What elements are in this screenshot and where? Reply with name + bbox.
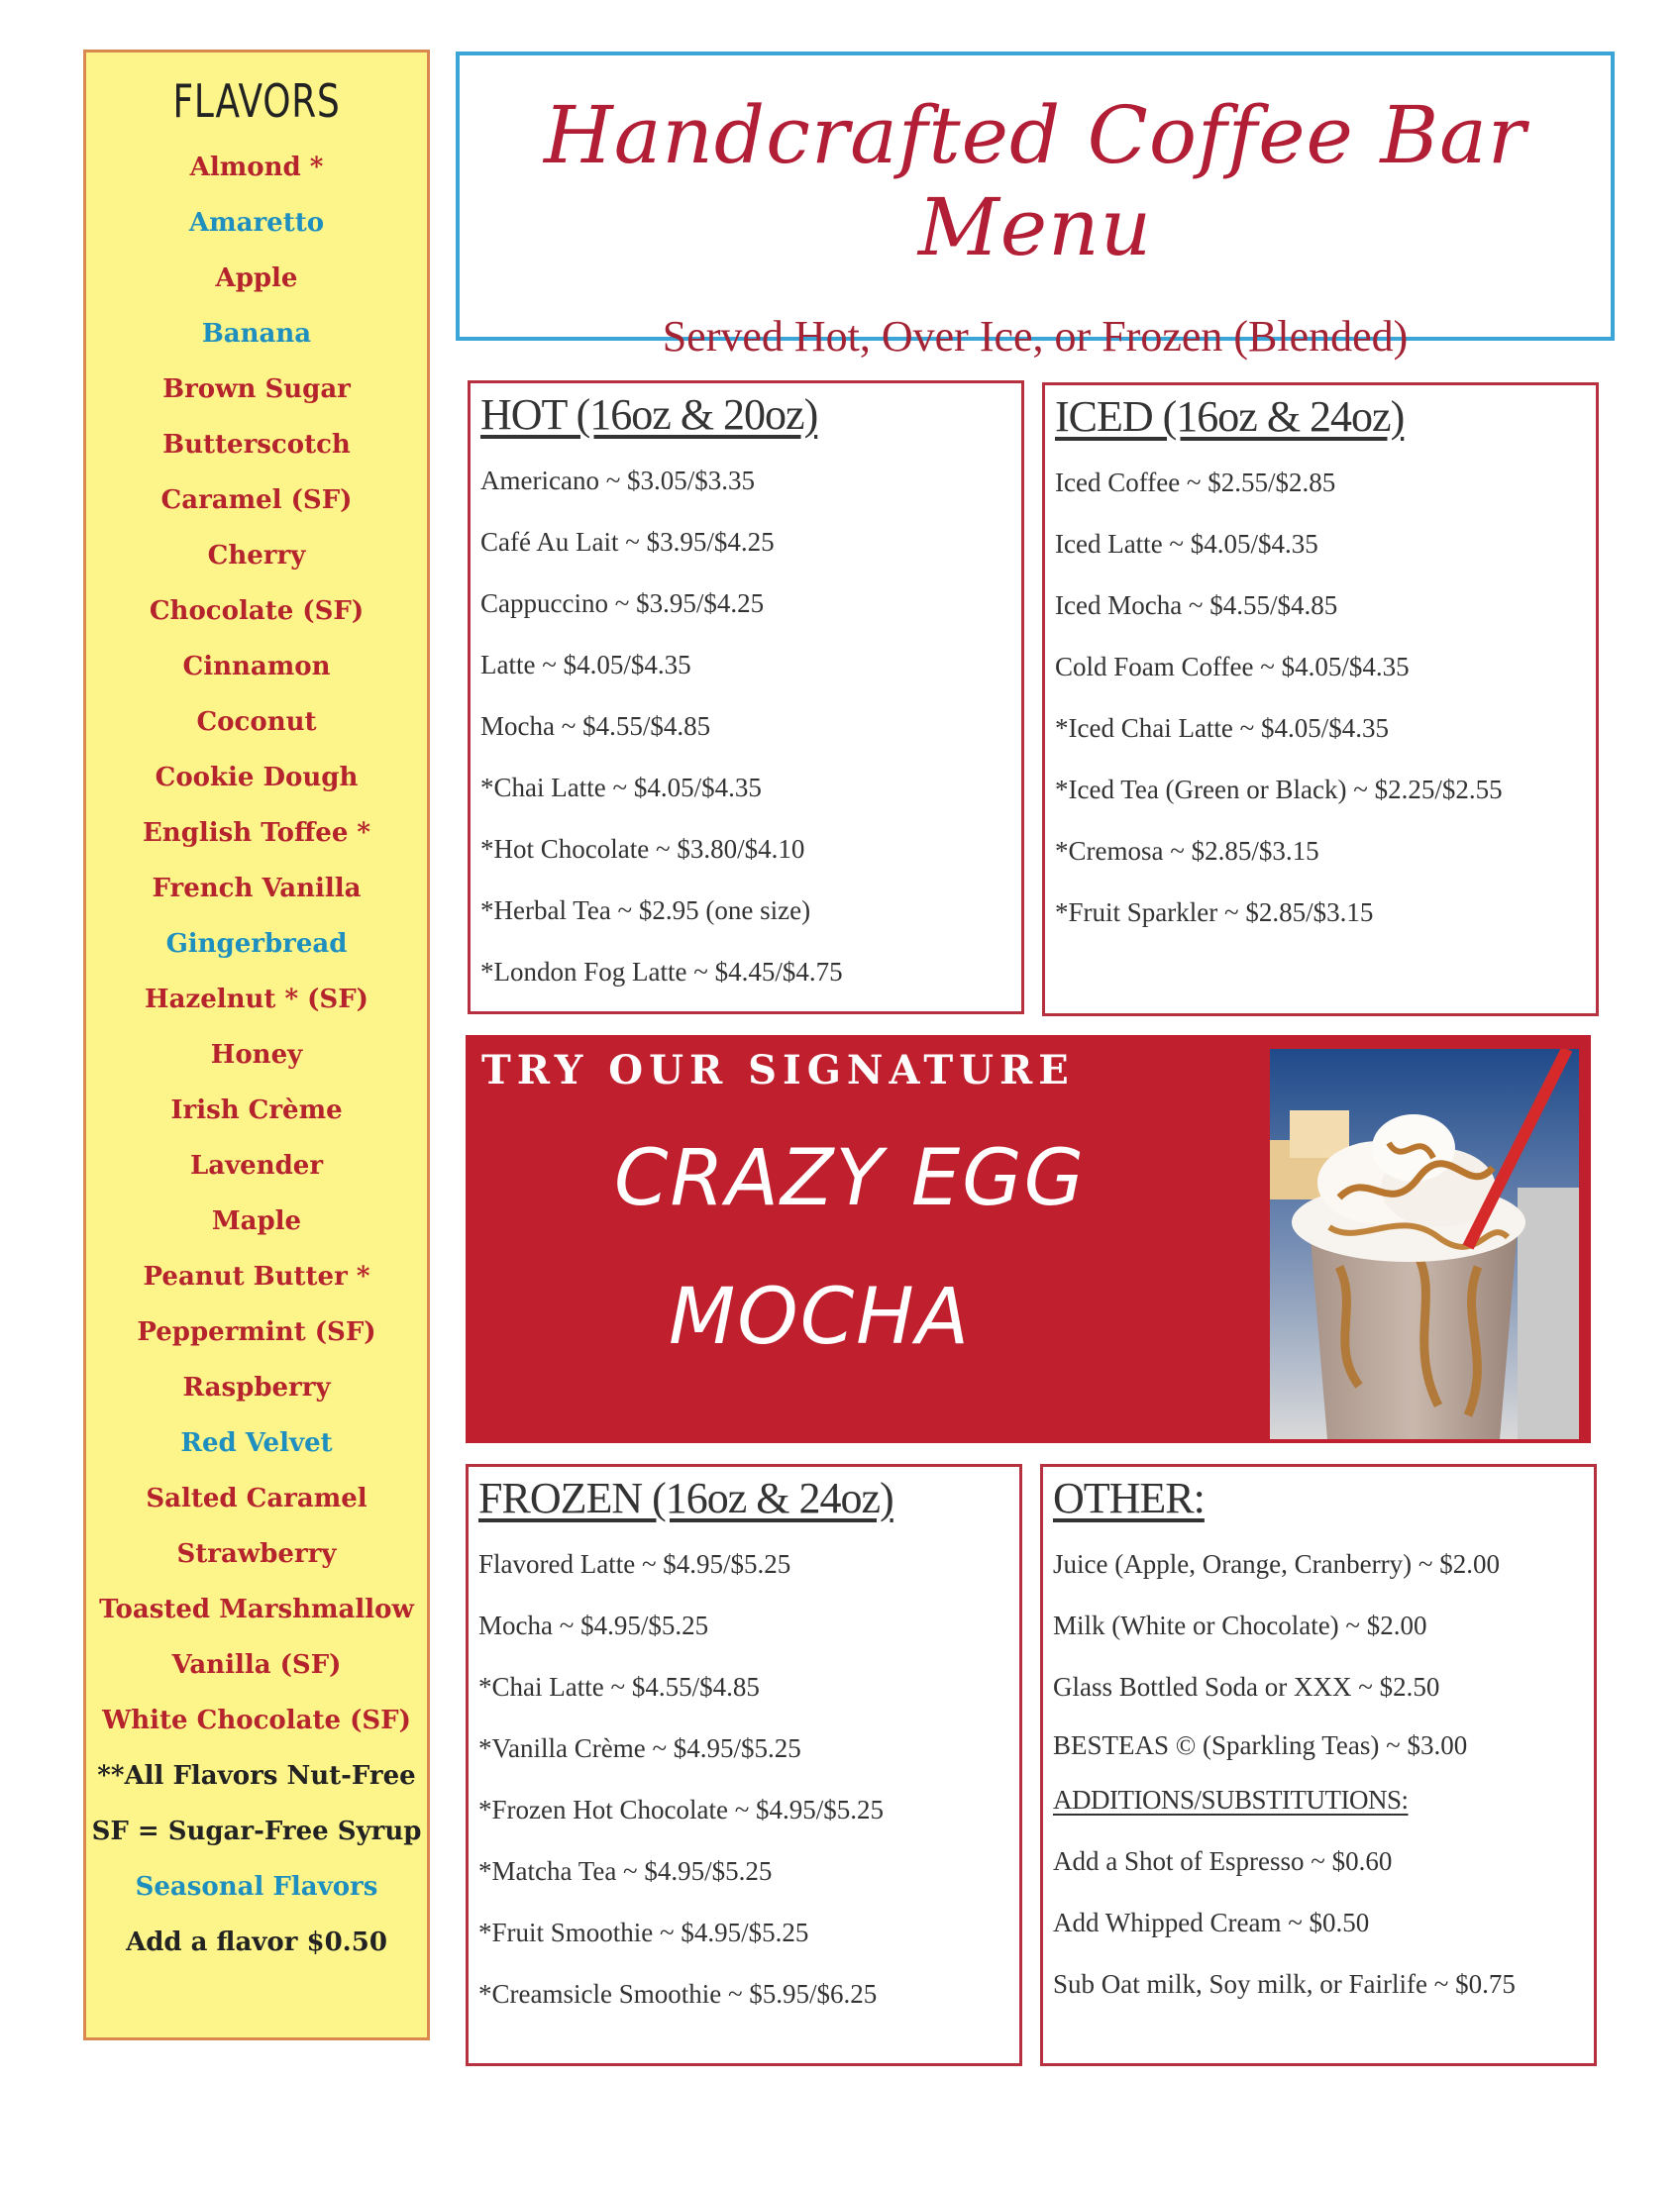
flavor-item: Coconut bbox=[196, 707, 317, 737]
flavors-panel bbox=[83, 50, 430, 2040]
menu-item: *Frozen Hot Chocolate ~ $4.95/$5.25 bbox=[478, 1795, 885, 1824]
hot-items bbox=[471, 450, 1021, 1002]
menu-item: *Hot Chocolate ~ $3.80/$4.10 bbox=[480, 834, 805, 864]
menu-header bbox=[456, 52, 1615, 361]
addition-item: Add a Shot of Espresso ~ $0.60 bbox=[1053, 1846, 1393, 1876]
flavor-list bbox=[86, 140, 427, 1970]
menu-item: Americano ~ $3.05/$3.35 bbox=[480, 466, 756, 495]
menu-item: Café Au Lait ~ $3.95/$4.25 bbox=[480, 527, 775, 557]
flavor-item: French Vanilla bbox=[152, 874, 362, 903]
other-menu-box bbox=[1040, 1464, 1597, 2066]
signature-banner bbox=[466, 1035, 1591, 1443]
menu-item: Juice (Apple, Orange, Cranberry) ~ $2.00 bbox=[1053, 1549, 1500, 1579]
hot-menu-box bbox=[468, 380, 1024, 1014]
menu-item: *Matcha Tea ~ $4.95/$5.25 bbox=[478, 1856, 773, 1886]
menu-item: Milk (White or Chocolate) ~ $2.00 bbox=[1053, 1611, 1427, 1640]
flavor-item: Banana bbox=[201, 319, 312, 349]
flavor-item: Toasted Marshmallow bbox=[99, 1595, 414, 1624]
iced-menu-box bbox=[1042, 382, 1599, 1016]
signature-tagline: TRY OUR SIGNATURE bbox=[481, 1047, 1075, 1094]
menu-item: BESTEAS © (Sparkling Teas) ~ $3.00 bbox=[1053, 1730, 1468, 1760]
flavor-item: Brown Sugar bbox=[162, 374, 351, 404]
flavor-item: Vanilla (SF) bbox=[171, 1650, 342, 1680]
flavor-item: Almond * bbox=[189, 153, 324, 182]
frozen-heading: FROZEN (16oz & 24oz) bbox=[478, 1474, 893, 1522]
menu-item: Iced Latte ~ $4.05/$4.35 bbox=[1055, 529, 1318, 559]
additions-heading: ADDITIONS/SUBSTITUTIONS: bbox=[1053, 1785, 1409, 1815]
menu-item: Glass Bottled Soda or XXX ~ $2.50 bbox=[1053, 1672, 1440, 1702]
other-items bbox=[1043, 1533, 1594, 2015]
flavor-item: Gingerbread bbox=[165, 929, 348, 959]
iced-heading: ICED (16oz & 24oz) bbox=[1055, 392, 1405, 441]
frozen-menu-box bbox=[466, 1464, 1022, 2066]
hot-heading: HOT (16oz & 20oz) bbox=[480, 390, 818, 439]
flavor-item: Amaretto bbox=[188, 208, 325, 238]
menu-item: *Fruit Smoothie ~ $4.95/$5.25 bbox=[478, 1918, 809, 1947]
other-heading: OTHER: bbox=[1053, 1474, 1205, 1522]
flavor-item: Raspberry bbox=[182, 1373, 331, 1403]
signature-drink-name: CRAZY EGG bbox=[614, 1134, 1087, 1223]
flavor-item: Cherry bbox=[207, 541, 306, 571]
iced-items bbox=[1045, 452, 1596, 943]
flavor-item: Apple bbox=[215, 263, 298, 293]
flavor-item: Cinnamon bbox=[182, 652, 331, 681]
flavor-item: Hazelnut * (SF) bbox=[145, 985, 368, 1014]
menu-item: *Creamsicle Smoothie ~ $5.95/$6.25 bbox=[478, 1979, 878, 2009]
menu-item: Iced Mocha ~ $4.55/$4.85 bbox=[1055, 590, 1338, 620]
flavor-item: Peppermint (SF) bbox=[137, 1317, 376, 1347]
mocha-drink-photo bbox=[1270, 1049, 1579, 1439]
menu-item: Cappuccino ~ $3.95/$4.25 bbox=[480, 588, 765, 618]
page-subtitle: Served Hot, Over Ice, or Frozen (Blended) bbox=[662, 312, 1409, 361]
flavor-item: Peanut Butter * bbox=[143, 1262, 370, 1292]
menu-item: *Vanilla Crème ~ $4.95/$5.25 bbox=[478, 1733, 801, 1763]
flavor-item: Salted Caramel bbox=[146, 1484, 368, 1513]
menu-item: Latte ~ $4.05/$4.35 bbox=[480, 650, 691, 679]
flavor-note-add-price: Add a flavor $0.50 bbox=[126, 1927, 387, 1957]
menu-item: *Chai Latte ~ $4.05/$4.35 bbox=[480, 773, 762, 802]
flavor-item: Caramel (SF) bbox=[160, 485, 353, 515]
menu-item: *Chai Latte ~ $4.55/$4.85 bbox=[478, 1672, 760, 1702]
signature-drink-name-line2: MOCHA bbox=[669, 1273, 972, 1362]
flavor-item: Honey bbox=[210, 1040, 303, 1070]
menu-item: *Cremosa ~ $2.85/$3.15 bbox=[1055, 836, 1319, 866]
flavor-note-seasonal: Seasonal Flavors bbox=[135, 1872, 378, 1902]
menu-item: Cold Foam Coffee ~ $4.05/$4.35 bbox=[1055, 652, 1410, 681]
menu-item: Mocha ~ $4.95/$5.25 bbox=[478, 1611, 709, 1640]
flavor-item: Irish Crème bbox=[170, 1095, 343, 1125]
menu-item: *London Fog Latte ~ $4.45/$4.75 bbox=[480, 957, 843, 987]
flavor-item: Maple bbox=[211, 1206, 302, 1236]
menu-item: *Fruit Sparkler ~ $2.85/$3.15 bbox=[1055, 897, 1374, 927]
menu-item: Mocha ~ $4.55/$4.85 bbox=[480, 711, 711, 741]
flavor-item: Lavender bbox=[189, 1151, 324, 1181]
flavors-title: FLAVORS bbox=[172, 74, 341, 128]
addition-item: Add Whipped Cream ~ $0.50 bbox=[1053, 1908, 1370, 1937]
addition-item: Sub Oat milk, Soy milk, or Fairlife ~ $0.75 bbox=[1053, 1969, 1516, 1999]
flavor-item: Cookie Dough bbox=[155, 763, 359, 792]
flavor-item: English Toffee * bbox=[142, 818, 371, 848]
flavor-item: Butterscotch bbox=[162, 430, 351, 460]
menu-item: *Iced Tea (Green or Black) ~ $2.25/$2.55 bbox=[1055, 775, 1503, 804]
menu-item: *Herbal Tea ~ $2.95 (one size) bbox=[480, 895, 811, 925]
flavor-note-sugar-free: SF = Sugar-Free Syrup bbox=[91, 1817, 422, 1846]
flavor-item: Strawberry bbox=[176, 1539, 337, 1569]
frozen-items bbox=[469, 1533, 1019, 2025]
page-title: Handcrafted Coffee Bar Menu bbox=[543, 89, 1527, 273]
flavor-item: White Chocolate (SF) bbox=[102, 1706, 411, 1735]
flavor-item: Chocolate (SF) bbox=[149, 596, 365, 626]
frozen-mocha-illustration bbox=[1270, 1049, 1579, 1439]
flavor-note-nut-free: **All Flavors Nut-Free bbox=[97, 1761, 416, 1791]
flavor-item: Red Velvet bbox=[180, 1428, 333, 1458]
menu-item: Iced Coffee ~ $2.55/$2.85 bbox=[1055, 468, 1336, 497]
menu-item: *Iced Chai Latte ~ $4.05/$4.35 bbox=[1055, 713, 1390, 743]
menu-item: Flavored Latte ~ $4.95/$5.25 bbox=[478, 1549, 791, 1579]
